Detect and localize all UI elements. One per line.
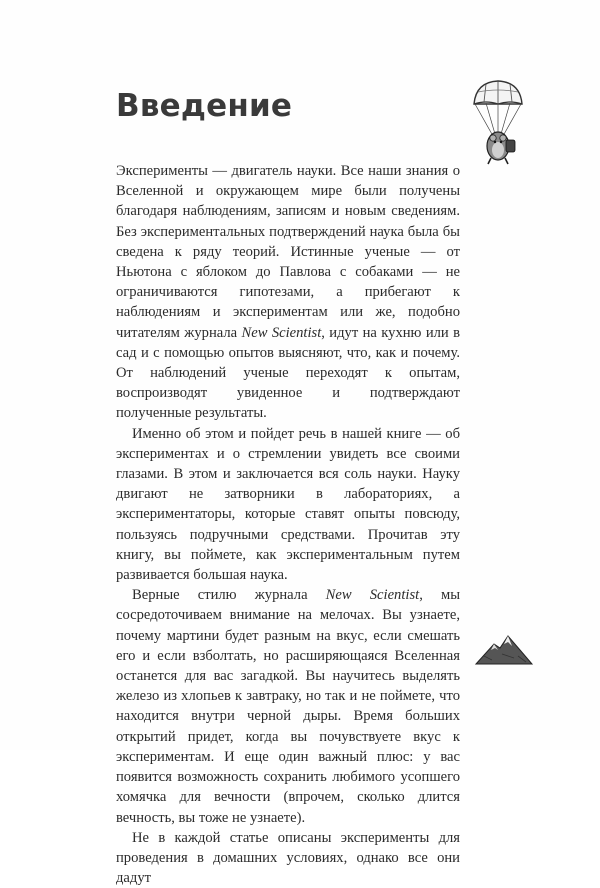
parachute-hamster-icon [468,78,528,168]
mountain-icon [474,632,534,666]
paragraph: Эксперименты — двигатель науки. Все наши знания о Вселенной и окружающем мире были получены благодаря наблюдениям, записям и новым сведениям. Без экспериментальных подтверждений наука была бы сведена к ряду теорий. Истинные ученые — от Ньютона с яблоком до Павлова с собаками — не ограничиваются гипотезами, а прибегают к наблюдениям и экспериментам или же, подобно читателям журнала New Scientist, идут на кухню или в сад и с помощью опытов выясняют, что, как и почему. От наблюдений ученые переходят к опытам, воспроизводят увиденное и подтверждают полученные результаты. [116,163,460,422]
paragraph: Именно об этом и пойдет речь в нашей книге — об экспериментах и о стремлении увидеть все своими глазами. В этом и заключается вся соль науки. Науку двигают не затворники в лабораториях, а экспериментаторы, которые ставят опыты повсюду, пользуясь подручными средствами. Прочитав эту книгу, вы поймете, как экспериментальным путем развивается большая наука. [116,425,460,584]
body-text [116,161,460,888]
paragraph: Верные стилю журнала New Scientist, мы сосредоточиваем внимание на мелочах. Вы узнаете, почему мартини будет разным на вкус, если смешать его и если взболтать, но расширяющаяся Вселенная останется для вас загадкой. Вы научитесь выделять железо из хлопьев к завтраку, но так и не поймете, что находится внутри черной дыры. Время больших открытий придет, когда вы почувствуете вкус к экспериментам. И еще один важный плюс: у вас появится возможность сохранить любимого усопшего хомячка для вечности (впрочем, сколько длится вечность, вы тоже не узнаете). [116,587,460,826]
paragraph: Не в каждой статье описаны эксперименты для проведения в домашних условиях, однако все они дадут [116,829,460,887]
page-title: Введение [116,88,293,124]
